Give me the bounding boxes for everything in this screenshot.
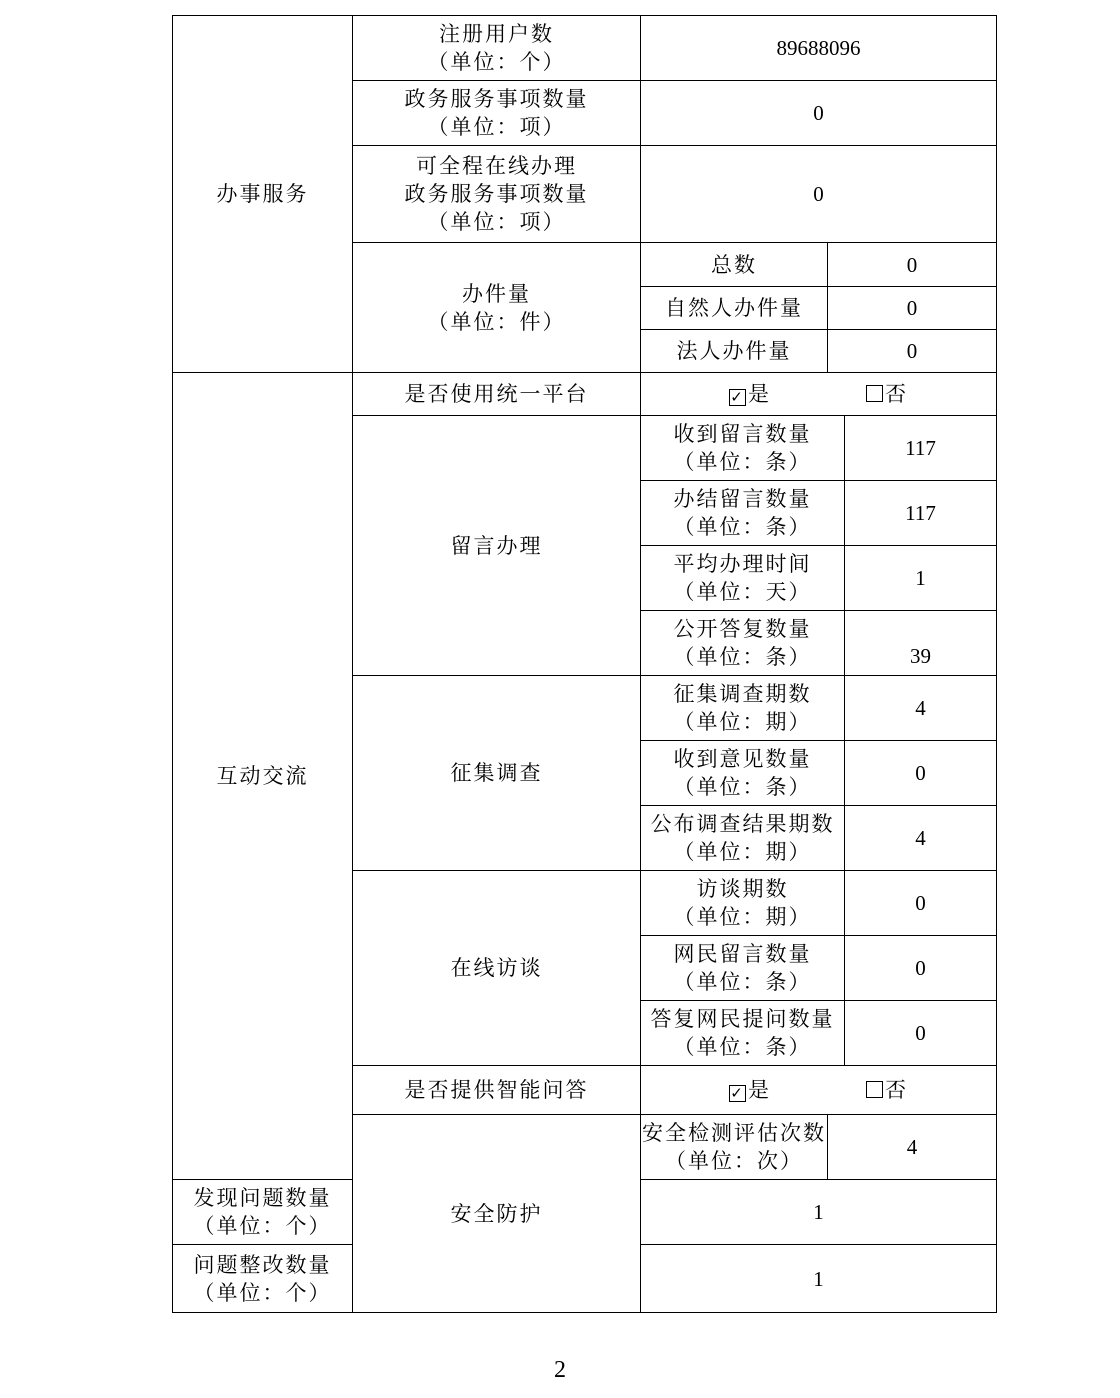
zhengji-row-label: 征集调查期数 （单位：期）	[641, 676, 845, 741]
liuyan-row-label: 公开答复数量 （单位：条）	[641, 611, 845, 676]
liuyan-row-value: 117	[845, 416, 997, 481]
service-items-label: 政务服务事项数量 （单位：项）	[353, 81, 641, 146]
smart-qa-yes-checkbox: ✓ 是	[730, 1078, 771, 1102]
fangtan-row-value: 0	[845, 1001, 997, 1066]
anquan-row-value: 1	[641, 1180, 997, 1245]
anquan-row-value: 4	[828, 1115, 997, 1180]
fangtan-row-value: 0	[845, 936, 997, 1001]
liuyan-row-value: 117	[845, 481, 997, 546]
section-label-hudong: 互动交流	[173, 373, 353, 1180]
anquan-row-label: 问题整改数量 （单位：个）	[173, 1245, 353, 1313]
liuyan-row-value: 39	[845, 611, 997, 676]
handling-legal-value: 0	[828, 330, 997, 373]
online-items-label: 可全程在线办理 政务服务事项数量 （单位：项）	[353, 146, 641, 243]
checked-box-icon: ✓	[730, 388, 745, 406]
section-label-banshi: 办事服务	[173, 16, 353, 373]
unified-platform-yes-checkbox: ✓ 是	[730, 382, 771, 406]
empty-box-icon	[866, 385, 883, 402]
handling-total-value: 0	[828, 243, 997, 287]
smart-qa-no-checkbox: 否	[866, 1076, 908, 1104]
report-table	[172, 15, 997, 1313]
handling-legal-label: 法人办件量	[641, 330, 828, 373]
fangtan-row-value: 0	[845, 871, 997, 936]
empty-box-icon	[866, 1081, 883, 1098]
liuyan-row-label: 平均办理时间 （单位：天）	[641, 546, 845, 611]
zhengji-label: 征集调查	[353, 676, 641, 871]
liuyan-row-label: 办结留言数量 （单位：条）	[641, 481, 845, 546]
unified-platform-label: 是否使用统一平台	[353, 373, 641, 416]
unified-platform-options	[641, 373, 997, 416]
online-items-value: 0	[641, 146, 997, 243]
checked-box-icon: ✓	[730, 1084, 745, 1102]
page-number: 2	[554, 1357, 566, 1383]
anquan-row-label: 发现问题数量 （单位：个）	[173, 1180, 353, 1245]
liuyan-label: 留言办理	[353, 416, 641, 676]
handling-total-label: 总数	[641, 243, 828, 287]
section-label-anquan: 安全防护	[353, 1115, 641, 1313]
registered-users-value: 89688096	[641, 16, 997, 81]
fangtan-row-label: 访谈期数 （单位：期）	[641, 871, 845, 936]
fangtan-label: 在线访谈	[353, 871, 641, 1066]
smart-qa-options	[641, 1066, 997, 1115]
anquan-row-value: 1	[641, 1245, 997, 1313]
zhengji-row-label: 公布调查结果期数 （单位：期）	[641, 806, 845, 871]
zhengji-row-label: 收到意见数量 （单位：条）	[641, 741, 845, 806]
zhengji-row-value: 4	[845, 676, 997, 741]
smart-qa-label: 是否提供智能问答	[353, 1066, 641, 1115]
liuyan-row-value: 1	[845, 546, 997, 611]
liuyan-row-label: 收到留言数量 （单位：条）	[641, 416, 845, 481]
handling-label: 办件量 （单位：件）	[353, 243, 641, 373]
handling-natural-label: 自然人办件量	[641, 287, 828, 330]
zhengji-row-value: 0	[845, 741, 997, 806]
zhengji-row-value: 4	[845, 806, 997, 871]
fangtan-row-label: 答复网民提问数量 （单位：条）	[641, 1001, 845, 1066]
service-items-value: 0	[641, 81, 997, 146]
anquan-row-label: 安全检测评估次数 （单位：次）	[641, 1115, 828, 1180]
handling-natural-value: 0	[828, 287, 997, 330]
registered-users-label: 注册用户数 （单位：个）	[353, 16, 641, 81]
fangtan-row-label: 网民留言数量 （单位：条）	[641, 936, 845, 1001]
unified-platform-no-checkbox: 否	[866, 380, 908, 408]
